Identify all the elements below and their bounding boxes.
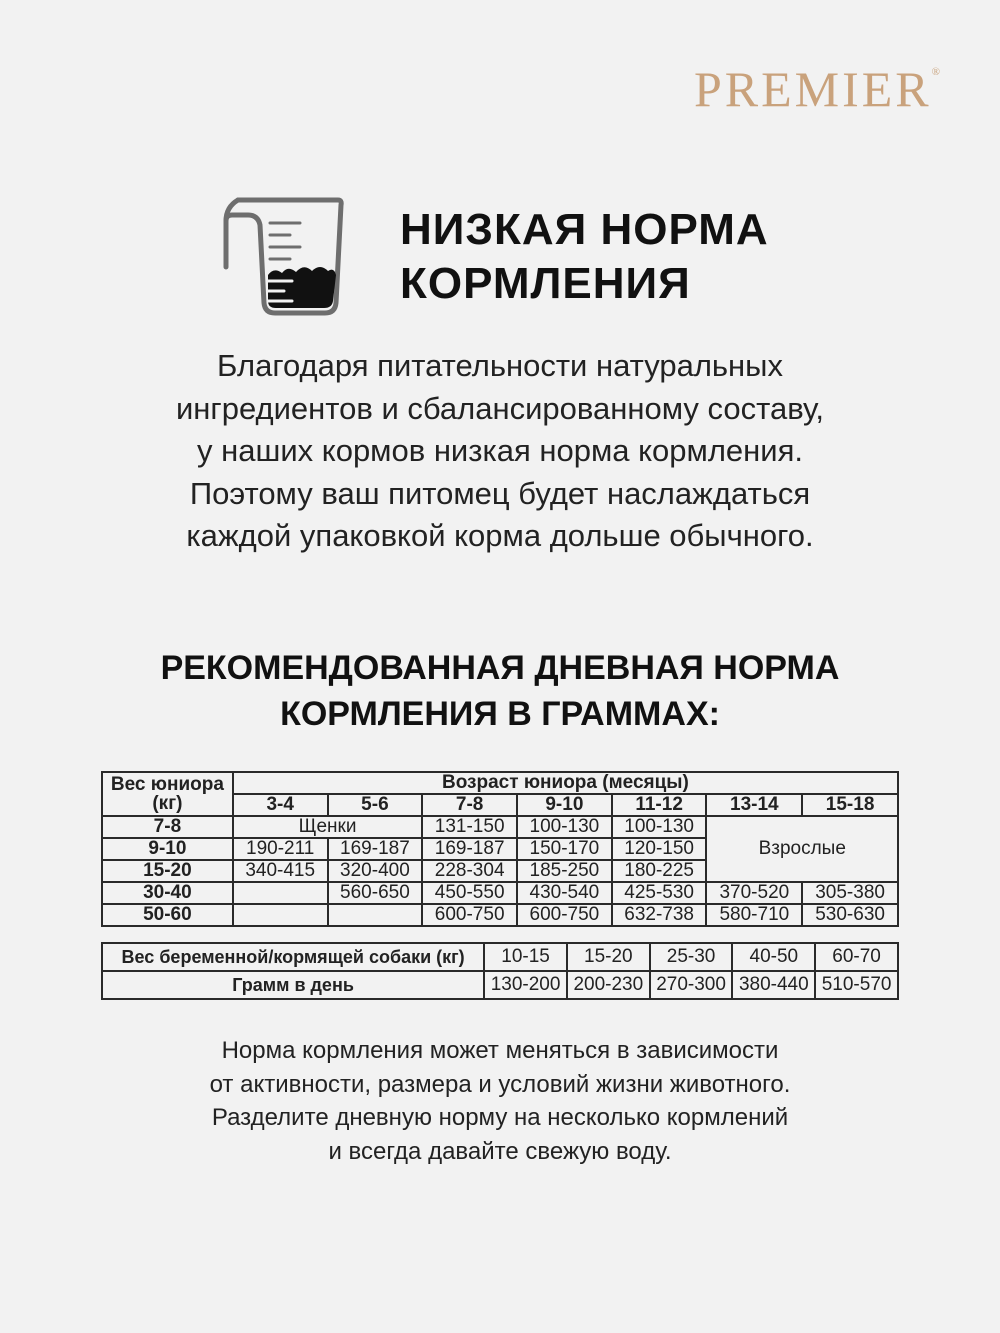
age-column-header: 5-6	[328, 794, 423, 816]
adults-label: Взрослые	[706, 816, 898, 882]
table-row	[102, 971, 898, 999]
value-cell: 15-20	[567, 943, 650, 971]
note-line: и всегда давайте свежую воду.	[328, 1137, 672, 1165]
value-cell: 100-130	[612, 816, 707, 838]
feeding-notes	[0, 1034, 1000, 1168]
value-cell: 600-750	[517, 904, 612, 926]
weight-unit: (кг)	[152, 793, 183, 814]
value-cell: 600-750	[422, 904, 517, 926]
age-column-header: 11-12	[612, 794, 707, 816]
value-cell: 320-400	[328, 860, 423, 882]
weight-cell: 7-8	[102, 816, 233, 838]
section-heading	[0, 645, 1000, 737]
weight-cell: 9-10	[102, 838, 233, 860]
table-row	[102, 904, 898, 926]
age-column-header: 3-4	[233, 794, 328, 816]
value-cell: 169-187	[328, 838, 423, 860]
value-cell: 270-300	[650, 971, 733, 999]
value-cell: 450-550	[422, 882, 517, 904]
page-title	[400, 203, 769, 311]
value-cell: 340-415	[233, 860, 328, 882]
intro-line: у наших кормов низкая норма кормления.	[197, 433, 803, 468]
intro-line: каждой упаковкой корма дольше обычного.	[186, 518, 814, 553]
brand-name: PREMIER	[693, 61, 932, 117]
value-cell: 131-150	[422, 816, 517, 838]
value-cell: 10-15	[484, 943, 567, 971]
value-cell: 425-530	[612, 882, 707, 904]
value-cell: 380-440	[732, 971, 815, 999]
value-cell: 60-70	[815, 943, 898, 971]
title-line-2: КОРМЛЕНИЯ	[400, 259, 691, 308]
value-cell	[233, 904, 328, 926]
age-column-header: 13-14	[706, 794, 802, 816]
section-heading-line-1: РЕКОМЕНДОВАННАЯ ДНЕВНАЯ НОРМА	[160, 649, 840, 687]
value-cell: 120-150	[612, 838, 707, 860]
pregnant-feeding-table	[101, 942, 899, 1000]
age-header: Возраст юниора (месяцы)	[233, 772, 898, 794]
value-cell: 510-570	[815, 971, 898, 999]
note-line: Разделите дневную норму на несколько кормлений	[211, 1104, 789, 1131]
section-heading-line-2: КОРМЛЕНИЯ В ГРАММАХ:	[280, 695, 720, 733]
note-line: от активности, размера и условий жизни животного.	[209, 1070, 791, 1098]
table-row	[102, 882, 898, 904]
value-cell: 100-130	[517, 816, 612, 838]
weight-header: Вес юниора	[110, 774, 224, 795]
brand-logo	[694, 60, 940, 118]
table-row	[102, 816, 898, 838]
value-cell: 130-200	[484, 971, 567, 999]
age-column-header: 15-18	[802, 794, 898, 816]
value-cell: 200-230	[567, 971, 650, 999]
title-line-1: НИЗКАЯ НОРМА	[400, 205, 769, 254]
value-cell: 305-380	[802, 882, 898, 904]
weight-cell: 30-40	[102, 882, 233, 904]
weight-label: Вес беременной/кормящей собаки (кг)	[102, 943, 484, 971]
weight-cell: 15-20	[102, 860, 233, 882]
value-cell: 150-170	[517, 838, 612, 860]
weight-cell: 50-60	[102, 904, 233, 926]
age-column-header: 7-8	[422, 794, 517, 816]
value-cell: 228-304	[422, 860, 517, 882]
value-cell	[328, 904, 423, 926]
value-cell: 25-30	[650, 943, 733, 971]
junior-feeding-table	[101, 771, 899, 927]
value-cell: 180-225	[612, 860, 707, 882]
brand-registered-mark: ®	[931, 66, 940, 78]
value-cell: 632-738	[612, 904, 707, 926]
puppies-label: Щенки	[233, 816, 422, 838]
intro-line: Поэтому ваш питомец будет наслаждаться	[189, 475, 811, 511]
value-cell: 185-250	[517, 860, 612, 882]
value-cell: 430-540	[517, 882, 612, 904]
value-cell: 190-211	[233, 838, 328, 860]
measuring-jug-icon	[220, 195, 355, 320]
age-column-header: 9-10	[517, 794, 612, 816]
intro-paragraph	[0, 345, 1000, 558]
weight-header-cell	[102, 772, 233, 816]
table-row	[102, 943, 898, 971]
value-cell	[233, 882, 328, 904]
intro-line: Благодаря питательности натуральных	[217, 348, 783, 383]
value-cell: 530-630	[802, 904, 898, 926]
intro-line: ингредиентов и сбалансированному составу,	[175, 390, 825, 426]
value-cell: 560-650	[328, 882, 423, 904]
note-line: Норма кормления может меняться в зависимости	[221, 1037, 779, 1064]
value-cell: 40-50	[732, 943, 815, 971]
table-row	[102, 772, 898, 794]
value-cell: 580-710	[706, 904, 802, 926]
value-cell: 169-187	[422, 838, 517, 860]
grams-label: Грамм в день	[102, 971, 484, 999]
value-cell: 370-520	[706, 882, 802, 904]
